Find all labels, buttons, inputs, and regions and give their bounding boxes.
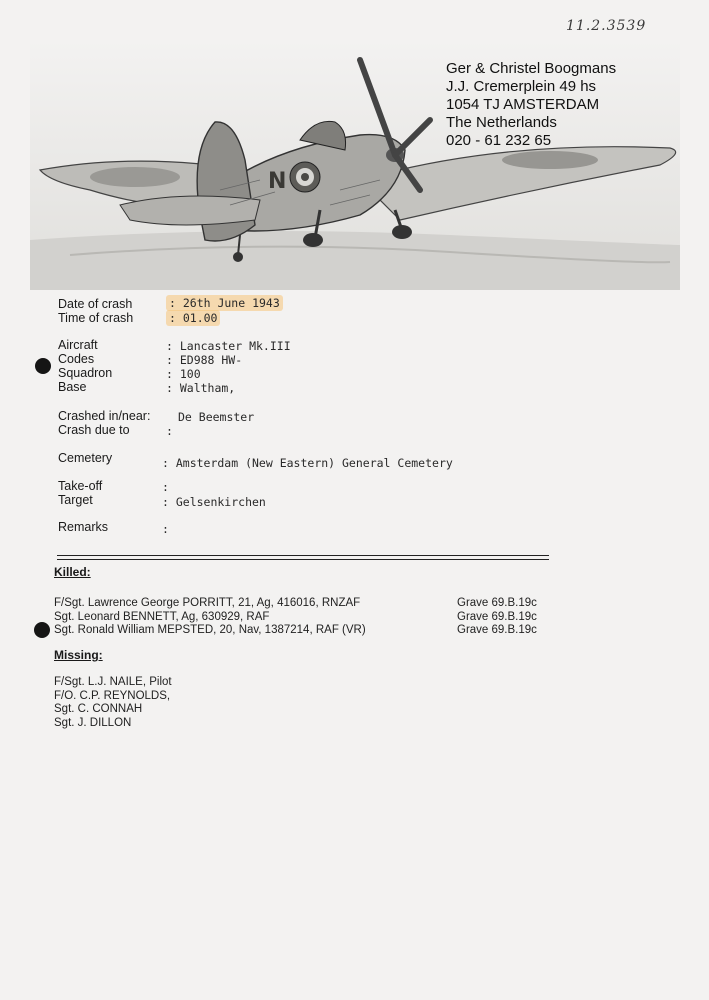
grave-ref: Grave 69.B.19c [457,597,537,609]
missing-heading: Missing: [54,648,103,662]
killed-row: Sgt. Leonard BENNETT, Ag, 630929, RAF [54,611,270,623]
field-value-time: : 01.00 [166,311,220,325]
killed-heading: Killed: [54,565,91,579]
field-label-codes: Codes [58,352,95,366]
field-value-squadron: : 100 [166,367,201,381]
field-value-date: : 26th June 1943 [166,296,283,310]
field-value-takeoff: : [162,480,169,494]
divider-line [57,555,549,556]
address-line: J.J. Cremerplein 49 hs [446,78,597,95]
missing-row: Sgt. C. CONNAH [54,703,143,715]
field-value-base: : Waltham, [166,381,236,395]
field-label-crash-due: Crash due to [58,423,130,437]
svg-text:N: N [268,169,287,194]
sender-address-block [446,60,616,150]
handwritten-reference-note: 11.2.3539 [566,18,647,34]
field-value-aircraft: : Lancaster Mk.III [166,339,291,353]
missing-row: F/O. C.P. REYNOLDS, [54,690,171,702]
address-line: 020 - 61 232 65 [446,132,552,149]
killed-row: F/Sgt. Lawrence George PORRITT, 21, Ag, 416016, RNZAF [54,597,361,609]
field-value-crashed-near: De Beemster [178,410,255,424]
address-line: 1054 TJ AMSTERDAM [446,96,600,113]
field-value-remarks: : [162,522,169,536]
field-label-cemetery: Cemetery [58,451,113,465]
field-label-time: Time of crash [58,311,134,325]
missing-row: Sgt. J. DILLON [54,717,132,729]
field-value-codes: : ED988 HW- [166,353,243,367]
grave-ref: Grave 69.B.19c [457,624,537,636]
address-line: Ger & Christel Boogmans [446,60,617,77]
address-line: The Netherlands [446,114,557,131]
grave-ref: Grave 69.B.19c [457,611,537,623]
missing-row: F/Sgt. L.J. NAILE, Pilot [54,676,172,688]
field-value-cemetery: : Amsterdam (New Eastern) General Cemetery [162,456,453,470]
divider-line [57,559,549,560]
field-label-date: Date of crash [58,297,133,311]
killed-row: Sgt. Ronald William MEPSTED, 20, Nav, 1387214, RAF (VR) [54,624,366,636]
field-label-target: Target [58,493,93,507]
field-value-crash-due: : [166,424,173,438]
field-label-takeoff: Take-off [58,479,103,493]
field-label-base: Base [58,380,87,394]
punch-hole-dot [34,622,50,638]
field-label-aircraft: Aircraft [58,338,98,352]
field-label-squadron: Squadron [58,366,113,380]
field-label-crashed-near: Crashed in/near: [58,409,151,423]
field-label-remarks: Remarks [58,520,109,534]
field-value-target: : Gelsenkirchen [162,495,266,509]
punch-hole-dot [35,358,51,374]
